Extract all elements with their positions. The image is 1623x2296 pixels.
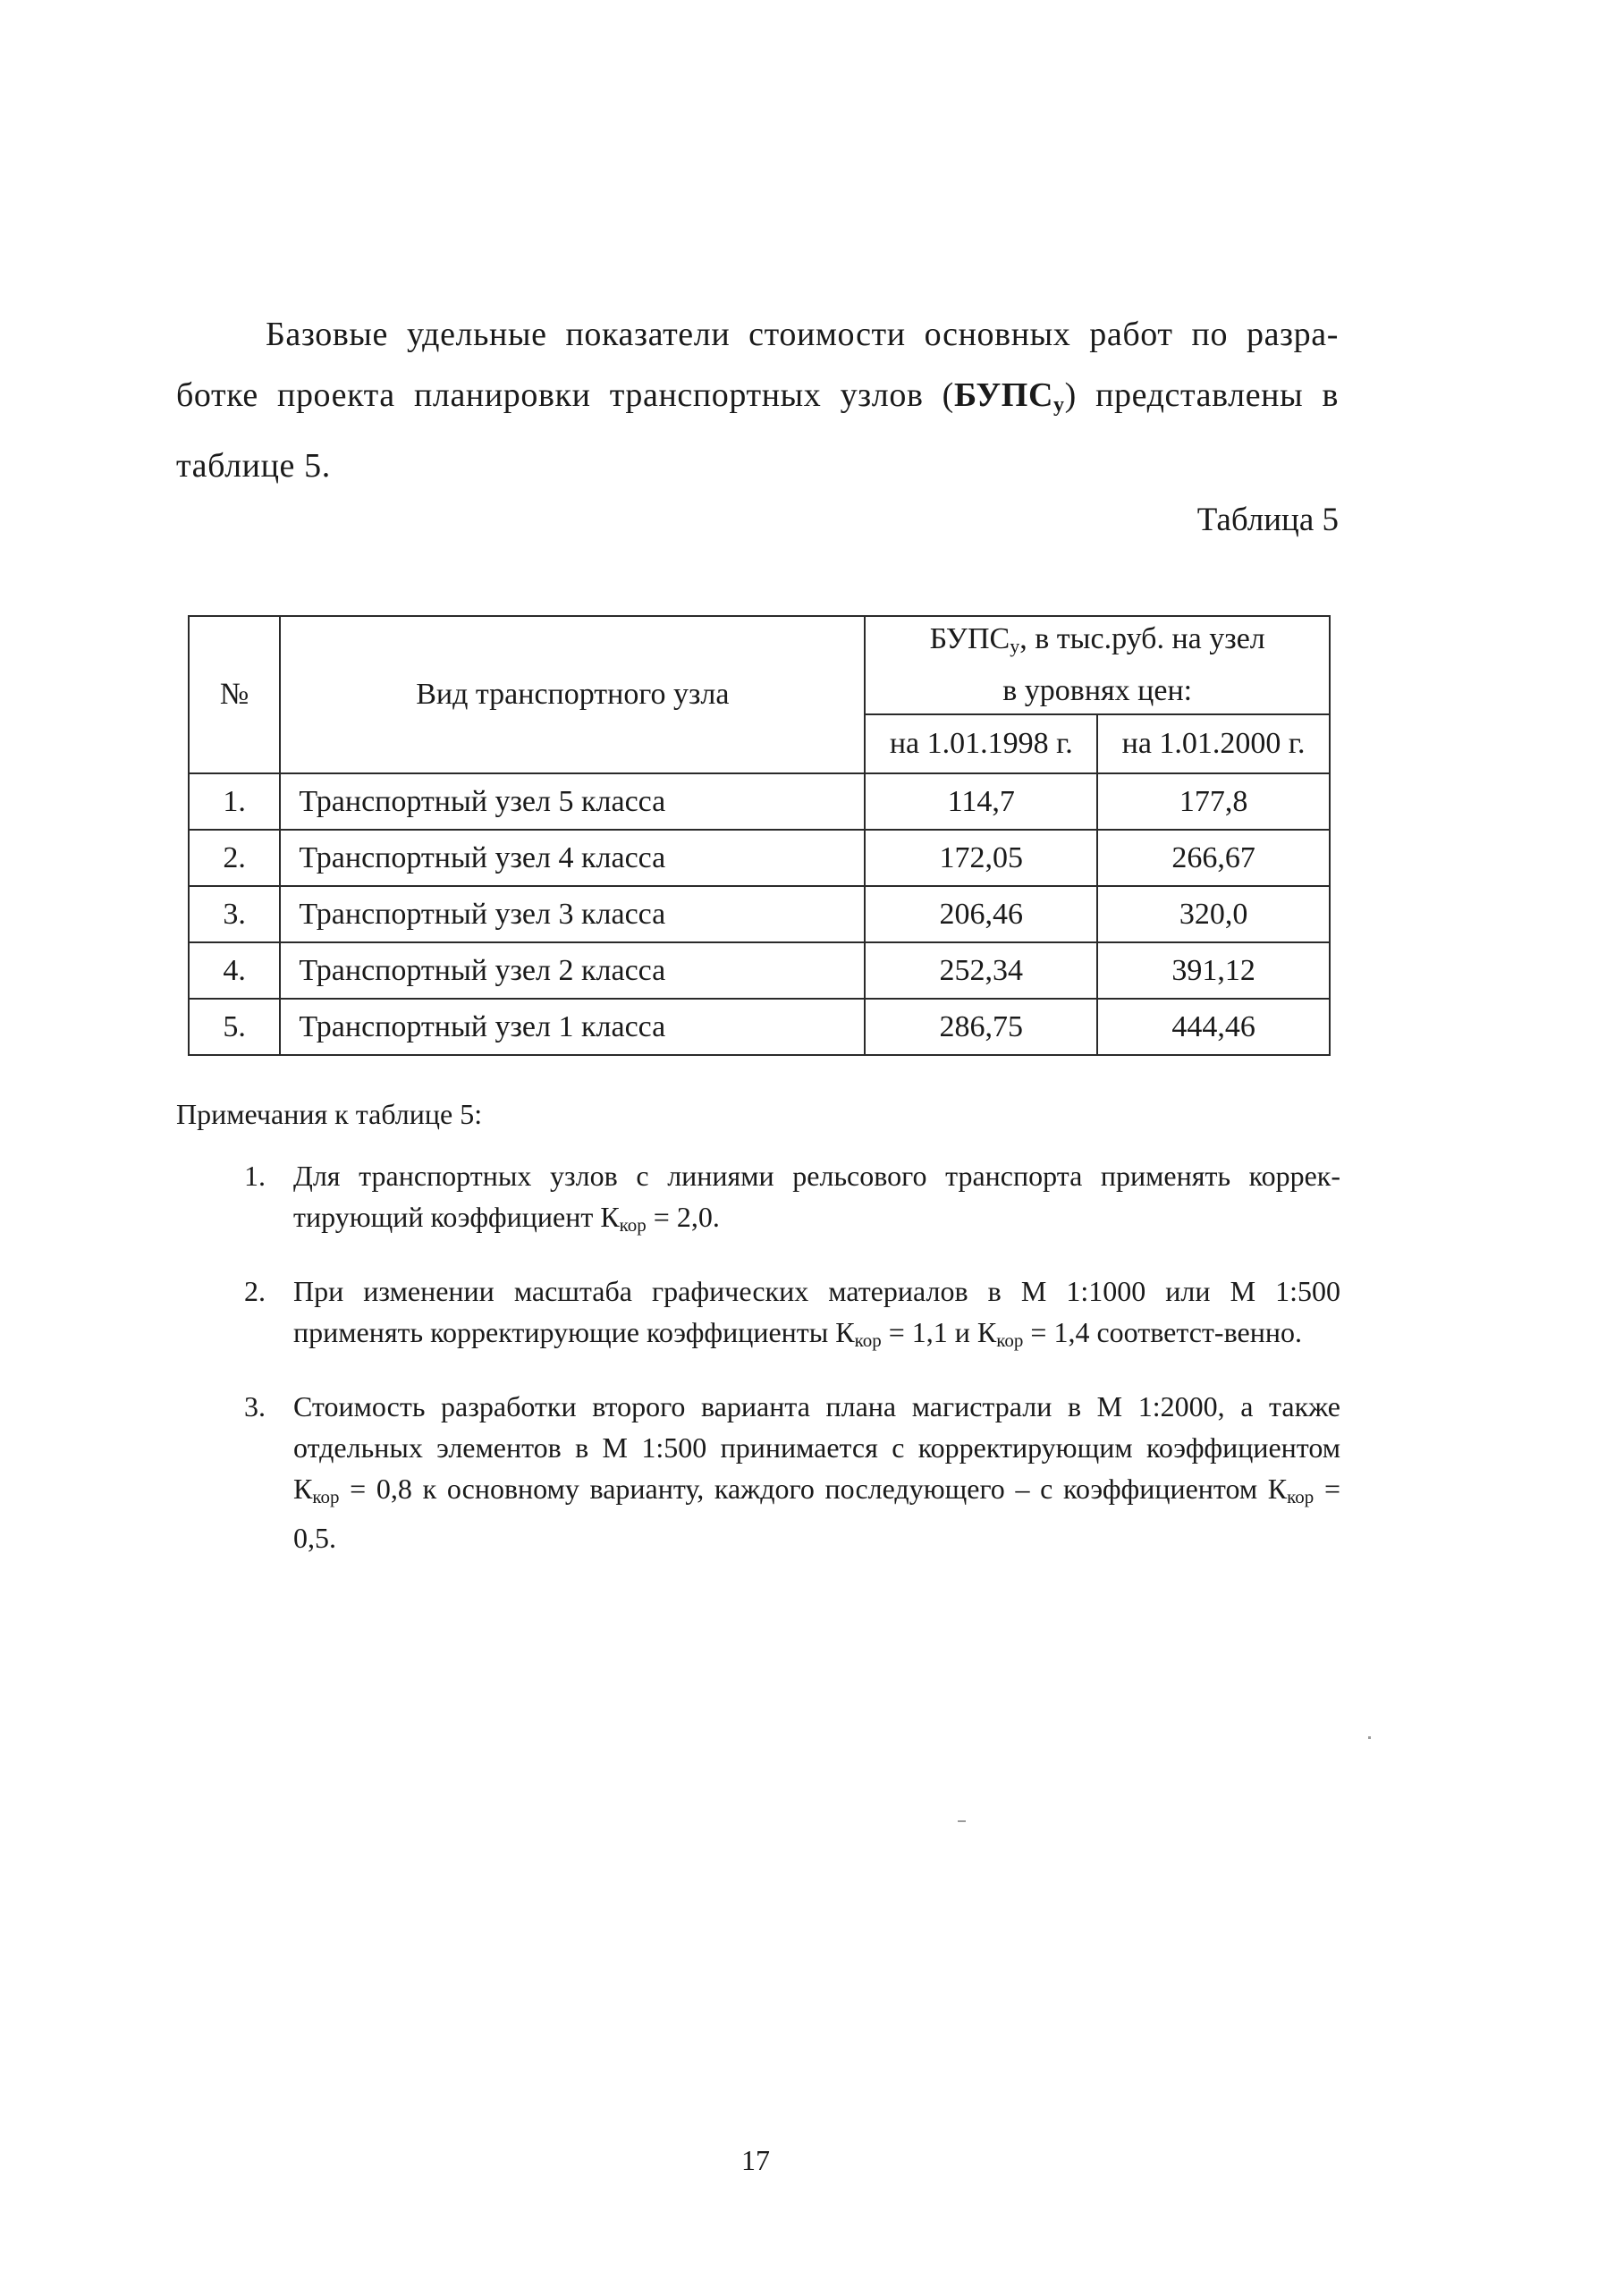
row-cost-2000: 266,67 [1097,830,1330,886]
table-caption: Таблица 5 [1196,502,1339,538]
page-number: 17 [741,2144,770,2176]
scan-speck [958,1820,966,1822]
notes-list [176,1155,1340,1583]
row-cost-1998: 172,05 [865,830,1097,886]
note-text-end: = 1,4 соответст-венно. [1023,1316,1302,1348]
cost-header-unit: , в тыс.руб. на узел [1019,622,1265,655]
row-cost-2000: 391,12 [1097,942,1330,999]
column-header-2000: на 1.01.2000 г. [1097,714,1330,773]
table-row [189,773,1330,830]
row-cost-1998: 206,46 [865,886,1097,942]
row-cost-1998: 252,34 [865,942,1097,999]
note-item [176,1270,1340,1361]
table-row [189,999,1330,1055]
row-number: 5. [189,999,280,1055]
bups-term-text: БУПС [953,376,1054,414]
row-cost-1998: 114,7 [865,773,1097,830]
row-cost-1998: 286,75 [865,999,1097,1055]
column-header-1998: на 1.01.1998 г. [865,714,1097,773]
cost-header-term: БУПС [929,622,1010,655]
column-header-node-type: Вид транспортного узла [280,616,865,773]
intro-line-2 [176,365,1339,435]
row-node-type: Транспортный узел 5 класса [280,773,865,830]
intro-line-2-end: ) представлены в [1064,376,1339,414]
note-subscript: кор [1287,1486,1314,1507]
note-text: Стоимость разработки второго варианта плана магистрали в М 1:2000, а также отдельных элементов в М 1:500 принимается с корректирующим коэффициентом К [293,1390,1340,1505]
table-row [189,886,1330,942]
cost-header-price-levels: в уровнях цен: [1002,674,1193,707]
note-text-end: = 0,5. [293,1473,1341,1554]
intro-line-3: таблице 5. [176,447,331,485]
row-number: 2. [189,830,280,886]
note-text: При изменении масштаба графических материалов в М 1:1000 или М 1:500 применять корректирующие коэффициенты К [293,1275,1340,1348]
note-text-middle: = 0,8 к основному варианту, каждого последующего – с коэффициентом К [339,1473,1288,1505]
scan-speck [1368,1736,1371,1739]
row-node-type: Транспортный узел 1 класса [280,999,865,1055]
table-row [189,942,1330,999]
note-subscript: кор [619,1214,647,1236]
row-node-type: Транспортный узел 3 класса [280,886,865,942]
bups-term-subscript: у [1053,393,1065,417]
note-text: Для транспортных узлов с линиями рельсового транспорта применять коррек-тирующий коэффициент К [293,1160,1340,1233]
note-subscript: кор [996,1329,1024,1351]
row-node-type: Транспортный узел 2 класса [280,942,865,999]
note-number: 1. [244,1160,266,1192]
row-number: 4. [189,942,280,999]
table-row [189,830,1330,886]
row-cost-2000: 177,8 [1097,773,1330,830]
row-cost-2000: 444,46 [1097,999,1330,1055]
bups-term [953,376,1065,417]
row-node-type: Транспортный узел 4 класса [280,830,865,886]
column-header-number: № [189,616,280,773]
note-number: 3. [244,1390,266,1422]
intro-line-1: Базовые удельные показатели стоимости основных работ по разра- [266,316,1339,353]
cost-header-subscript: у [1010,635,1020,657]
note-subscript: кор [312,1486,340,1507]
note-item [176,1386,1340,1558]
row-number: 1. [189,773,280,830]
cost-table [188,615,1331,1056]
notes-title: Примечания к таблице 5: [176,1098,483,1130]
intro-paragraph [176,304,1339,496]
note-text-middle: = 1,1 и К [881,1316,997,1348]
note-number: 2. [244,1275,266,1307]
row-cost-2000: 320,0 [1097,886,1330,942]
intro-line-2-start: ботке проекта планировки транспортных узлов ( [176,376,954,414]
note-subscript: кор [854,1329,882,1351]
note-text-end: = 2,0. [646,1201,720,1233]
column-header-cost [865,616,1330,714]
note-item [176,1155,1340,1245]
row-number: 3. [189,886,280,942]
